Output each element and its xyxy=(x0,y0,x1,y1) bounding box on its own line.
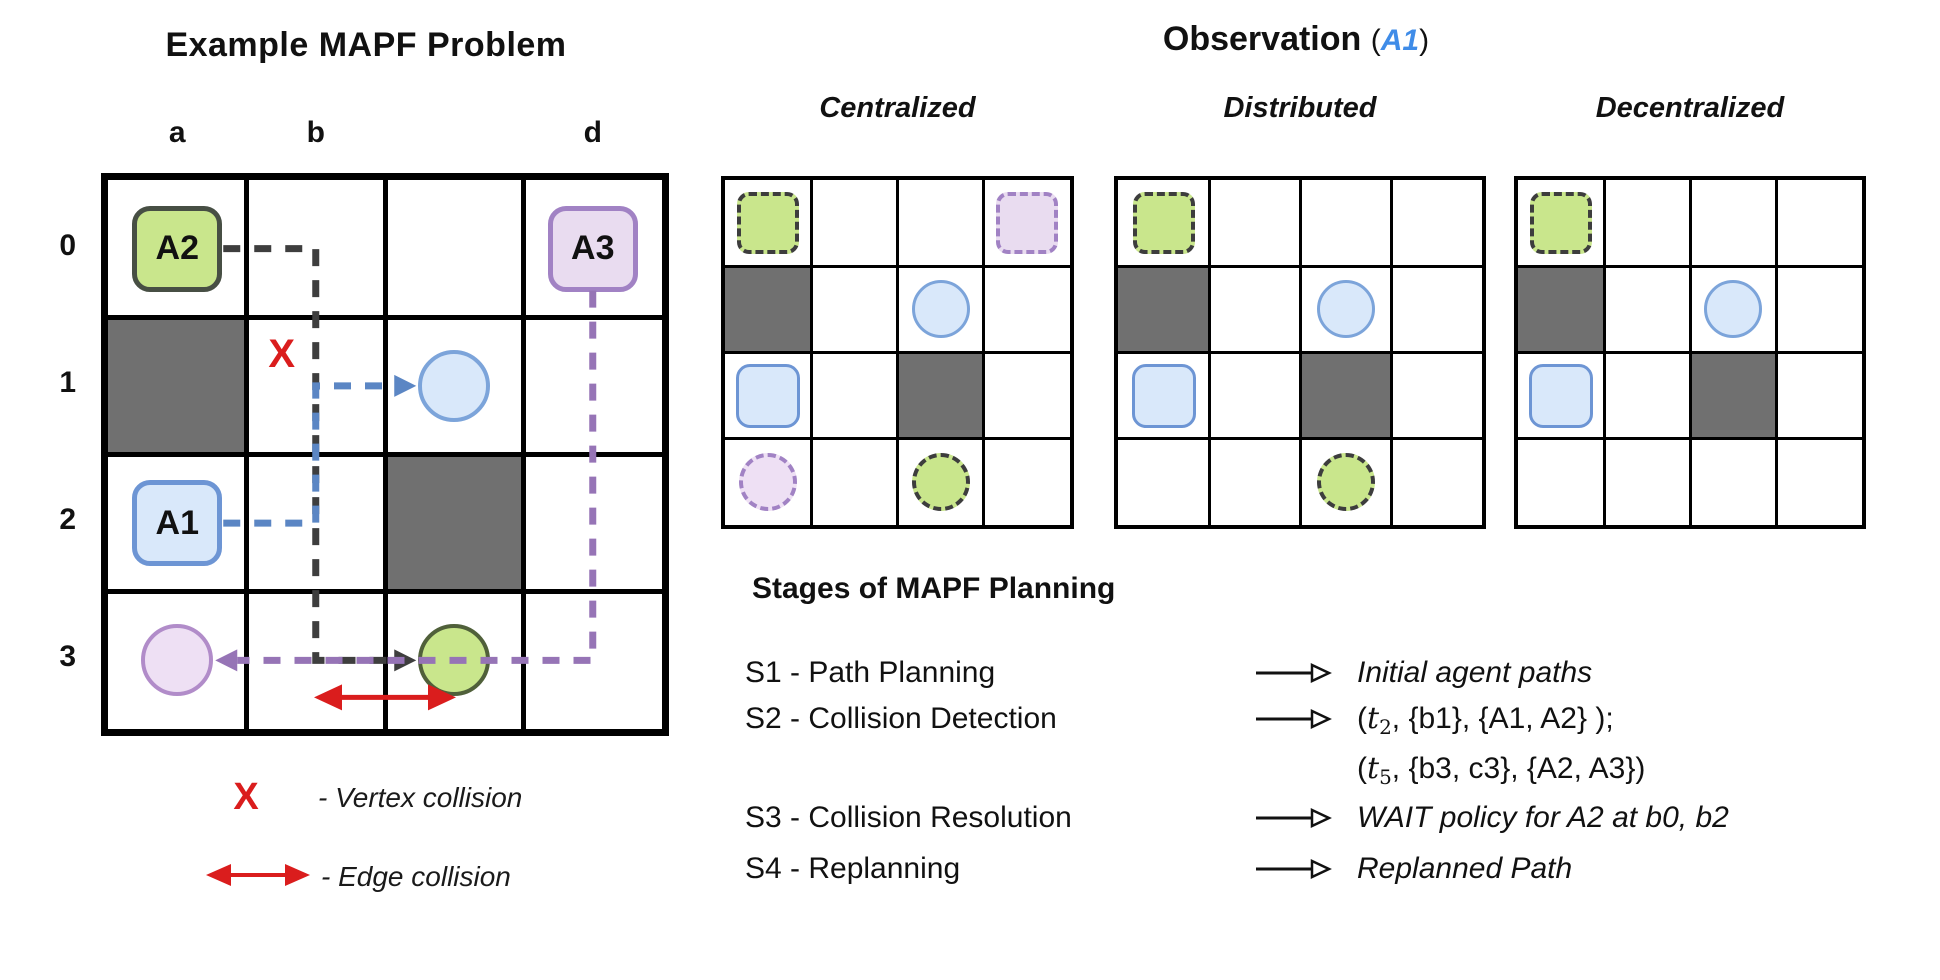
stage-label: S3 - Collision Resolution xyxy=(745,801,1072,834)
stage-arrow-icon xyxy=(1254,808,1332,828)
stage-result-text: t xyxy=(1367,751,1380,786)
green-square-dashed xyxy=(1133,192,1195,254)
stage-result-text: 2 xyxy=(1379,715,1392,739)
agent-label-A3: A3 xyxy=(571,229,615,268)
blue-circle-solid xyxy=(1704,280,1762,338)
agent-label-A2: A2 xyxy=(155,229,199,268)
stage-result-text: 5 xyxy=(1379,765,1392,789)
green-circle-dashed xyxy=(1317,453,1375,511)
observation-agent-ref: A1 xyxy=(1380,24,1420,57)
stage-result xyxy=(1357,698,1614,740)
stage-result-text: WAIT policy for A2 at b0, b2 xyxy=(1357,801,1729,834)
stage-label: S4 - Replanning xyxy=(745,852,961,885)
vertex-collision-legend-label: - Vertex collision xyxy=(318,782,523,813)
agent-A2 xyxy=(132,206,222,292)
row-label: 2 xyxy=(59,503,76,537)
stage-arrow-icon xyxy=(1254,859,1332,879)
agent-A3 xyxy=(548,206,638,292)
purple-square-dashed xyxy=(996,192,1058,254)
observation-grid-label-decentralized: Decentralized xyxy=(1595,92,1785,124)
blue-square-solid xyxy=(1529,364,1593,428)
stage-label: S2 - Collision Detection xyxy=(745,702,1057,735)
observation-grid-label-centralized: Centralized xyxy=(819,92,976,124)
purple-circle-dashed xyxy=(739,453,797,511)
observation-grid-label-distributed: Distributed xyxy=(1223,92,1377,124)
stage-result-text: Initial agent paths xyxy=(1357,656,1593,689)
stage-result-text: , {b1}, {A1, A2} ); xyxy=(1391,702,1614,735)
stage-result xyxy=(1357,797,1729,839)
stage-result xyxy=(1357,748,1645,790)
column-label: d xyxy=(583,116,602,149)
agent-label-A1: A1 xyxy=(155,503,199,542)
stage-result xyxy=(1357,848,1572,890)
stage-result-text: Replanned Path xyxy=(1357,852,1573,885)
stage-result-text: ( xyxy=(1357,702,1367,735)
observation-title-text: Observation xyxy=(1162,20,1362,58)
column-label: b xyxy=(306,116,325,149)
row-label: 1 xyxy=(59,365,76,399)
column-label: a xyxy=(168,116,186,149)
row-label: 0 xyxy=(59,228,76,262)
green-circle-dashed xyxy=(912,453,970,511)
agent-A1 xyxy=(132,480,222,566)
stage-result-text: t xyxy=(1367,701,1380,736)
edge-collision-legend-symbol xyxy=(203,860,313,890)
edge-collision-legend-label: - Edge collision xyxy=(321,861,511,892)
stage-result-text: , {b3, c3}, {A2, A3}) xyxy=(1391,752,1646,785)
blue-square-solid xyxy=(1132,364,1196,428)
stage-arrow-icon xyxy=(1254,709,1332,729)
stages-title: Stages of MAPF Planning xyxy=(752,572,1116,605)
green-square-dashed xyxy=(1530,192,1592,254)
blue-circle-solid xyxy=(1317,280,1375,338)
stage-result xyxy=(1357,652,1592,694)
vertex-collision-marker: X xyxy=(268,331,296,376)
observation-paren-open: ( xyxy=(1370,24,1381,57)
stage-arrow-icon xyxy=(1254,663,1332,683)
stage-label: S1 - Path Planning xyxy=(745,656,996,689)
stage-result-text: ( xyxy=(1357,752,1367,785)
vertex-collision-legend-symbol: X xyxy=(233,776,259,818)
green-square-dashed xyxy=(737,192,799,254)
observation-paren-close: ) xyxy=(1419,24,1430,57)
left-panel-title: Example MAPF Problem xyxy=(165,26,567,64)
goal-A1 xyxy=(418,350,490,422)
blue-circle-solid xyxy=(912,280,970,338)
observation-title xyxy=(996,20,1596,59)
row-label: 3 xyxy=(59,640,76,674)
blue-square-solid xyxy=(736,364,800,428)
